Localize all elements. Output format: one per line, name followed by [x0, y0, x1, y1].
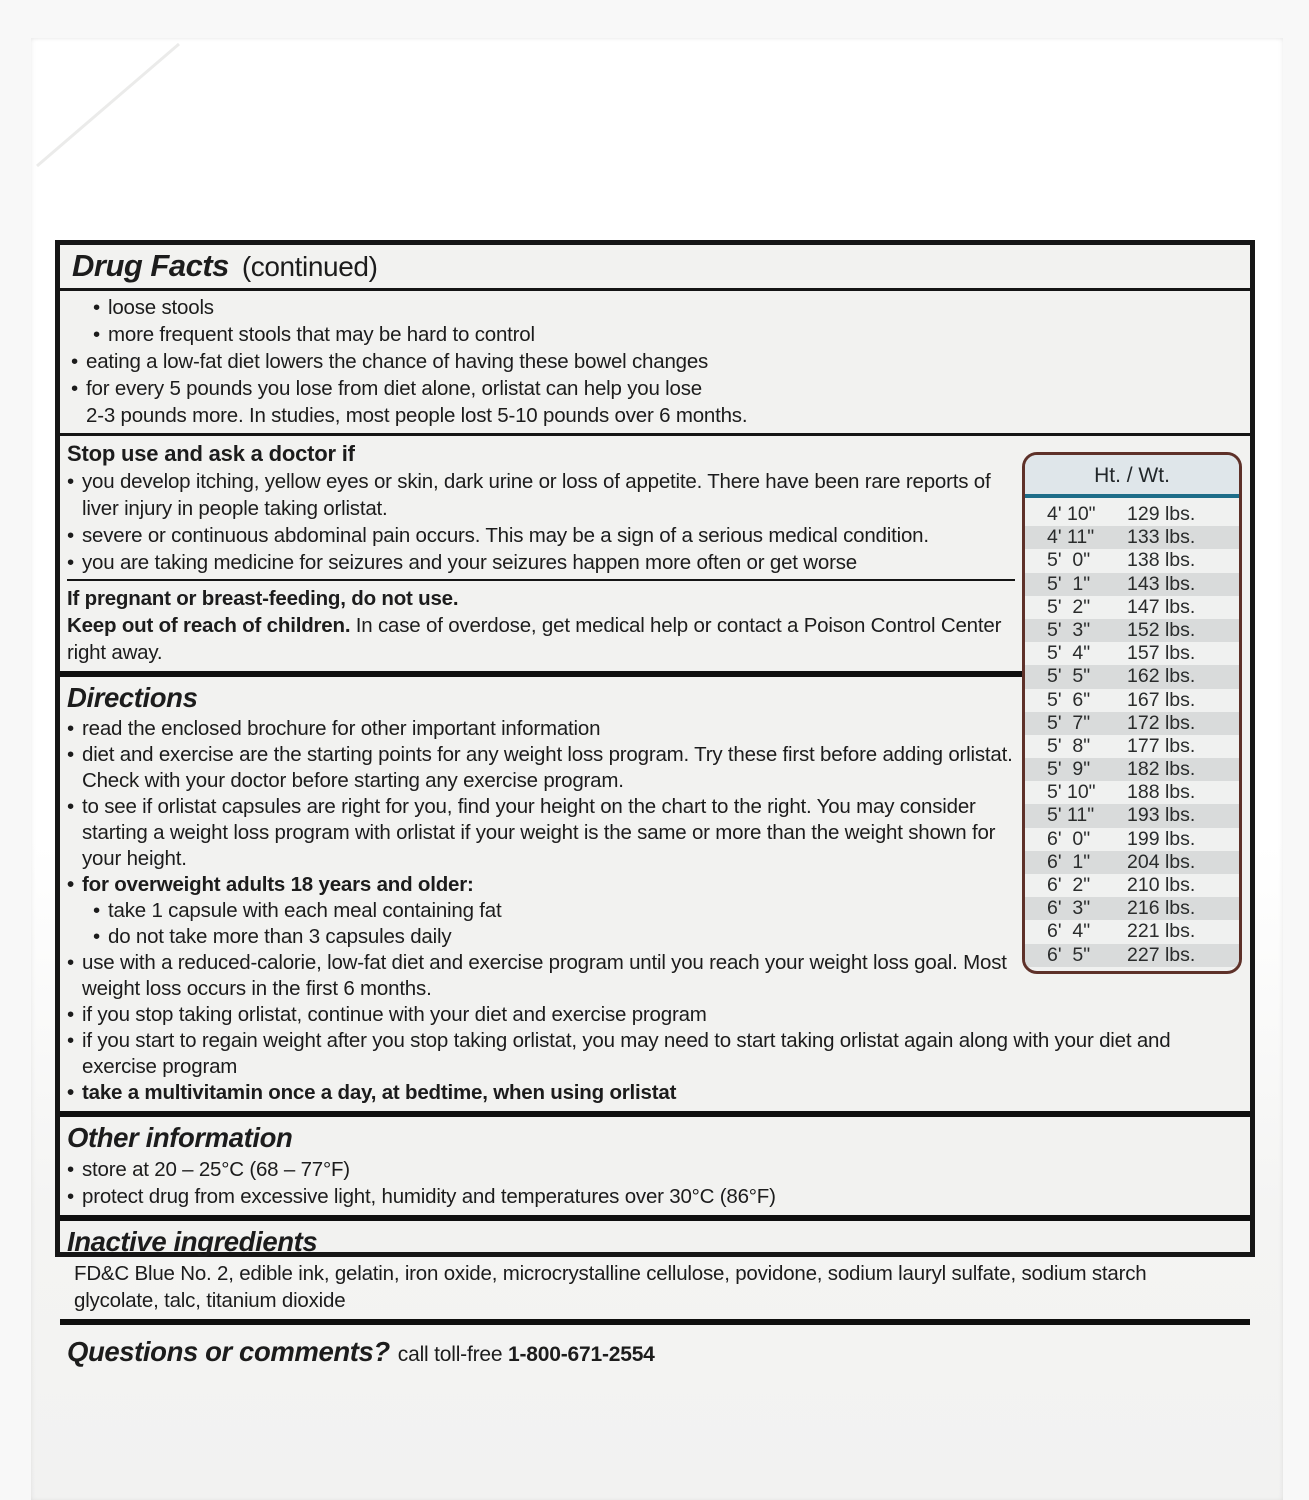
- bullet-item: [67, 1080, 1243, 1106]
- table-row: [1025, 549, 1239, 572]
- directions-heading: Directions: [67, 682, 198, 713]
- weight-cell: 216 lbs.: [1127, 897, 1196, 920]
- bullet-marker: •: [67, 551, 74, 574]
- paragraph: [67, 612, 1014, 666]
- height-cell: 5' 11": [1047, 804, 1095, 827]
- table-row: [1025, 573, 1239, 596]
- questions-phone-line: call toll-free 1-800-671-2554: [397, 1343, 655, 1366]
- weight-cell: 143 lbs.: [1127, 572, 1196, 595]
- weight-cell: 182 lbs.: [1127, 758, 1196, 781]
- bullet-marker: •: [67, 1029, 74, 1052]
- bullet-marker: •: [71, 377, 78, 400]
- weight-cell: 193 lbs.: [1127, 804, 1196, 827]
- bullet-text: use with a reduced-calorie, low-fat diet and exercise program until you reach your weight loss goal. Most weight loss occurs in the first 6 months.: [82, 951, 1007, 1000]
- bullet-text: protect drug from excessive light, humidity and temperatures over 30°C (86°F): [82, 1185, 776, 1208]
- weight-cell: 162 lbs.: [1127, 665, 1196, 688]
- bullet-item: [93, 321, 1243, 348]
- other-information-bullet-list: [67, 1156, 1243, 1210]
- bullet-item: [67, 549, 1014, 576]
- bullet-text: take a multivitamin once a day, at bedtime, when using orlistat: [82, 1081, 677, 1104]
- weight-cell: 152 lbs.: [1127, 618, 1196, 641]
- bullet-item: [67, 872, 1014, 898]
- bullet-item: [93, 924, 1014, 950]
- bullet-marker: •: [67, 795, 74, 818]
- table-row: [1025, 619, 1239, 642]
- weight-cell: 157 lbs.: [1127, 642, 1196, 665]
- height-weight-table-body: [1025, 498, 1239, 971]
- inactive-ingredients-section: [60, 1225, 1250, 1314]
- table-row: [1025, 851, 1239, 874]
- weight-cell: 177 lbs.: [1127, 734, 1196, 757]
- bullet-marker: •: [67, 1081, 74, 1104]
- table-row: [1025, 828, 1239, 851]
- height-cell: 5' 5": [1047, 665, 1091, 688]
- bullet-item: [67, 1183, 1243, 1210]
- bullet-marker: •: [67, 743, 74, 766]
- weight-cell: 167 lbs.: [1127, 688, 1196, 711]
- bullet-text: if you start to regain weight after you stop taking orlistat, you may need to start taking orlistat again along with your diet and exercise program: [82, 1029, 1171, 1078]
- bullet-marker: •: [67, 524, 74, 547]
- bullet-text: If pregnant or breast-feeding, do not use.: [67, 587, 459, 610]
- table-row: [1025, 758, 1239, 781]
- bullet-item: [67, 468, 1014, 522]
- inactive-ingredients-separator: [60, 1215, 1250, 1221]
- weight-cell: 210 lbs.: [1127, 874, 1196, 896]
- weight-cell: 133 lbs.: [1127, 526, 1196, 549]
- bullet-text: if you stop taking orlistat, continue with your diet and exercise program: [82, 1003, 707, 1026]
- bullet-marker: •: [67, 470, 74, 493]
- table-row: [1025, 920, 1239, 943]
- side-effects-bullet-list: [60, 294, 1250, 429]
- pregnancy-rule: [67, 579, 1015, 581]
- bullet-item: [67, 1002, 1243, 1028]
- table-row: [1025, 712, 1239, 735]
- height-weight-table: [1022, 452, 1242, 974]
- weight-cell: 227 lbs.: [1127, 943, 1196, 966]
- table-row: [1025, 897, 1239, 920]
- table-row: [1025, 665, 1239, 688]
- weight-cell: 138 lbs.: [1127, 549, 1196, 572]
- questions-section: [60, 1329, 1250, 1368]
- height-cell: 5' 6": [1047, 688, 1091, 711]
- bullet-text: read the enclosed brochure for other important information: [82, 717, 601, 740]
- table-row: [1025, 642, 1239, 665]
- bullet-item: [67, 1156, 1243, 1183]
- bullet-text: severe or continuous abdominal pain occurs. This may be a sign of a serious medical condition.: [82, 524, 929, 547]
- table-row: [1025, 689, 1239, 712]
- height-cell: 6' 3": [1047, 897, 1091, 920]
- height-cell: 6' 2": [1047, 874, 1091, 896]
- bullet-marker: •: [67, 1185, 74, 1208]
- bullet-text: to see if orlistat capsules are right for you, find your height on the chart to the right. You may consider starting a weight loss program with orlistat if your weight is the same or more than the weight shown for your height.: [82, 795, 996, 870]
- bullet-text: more frequent stools that may be hard to control: [108, 323, 535, 346]
- bullet-item: [71, 348, 1243, 375]
- stop-use-heading: Stop use and ask a doctor if: [67, 441, 355, 466]
- bullet-marker: •: [71, 350, 78, 373]
- bullet-marker: •: [67, 873, 74, 896]
- bullet-marker: •: [93, 323, 100, 346]
- height-cell: 4' 11": [1047, 526, 1095, 549]
- bullet-marker: •: [67, 717, 74, 740]
- bullet-text: you are taking medicine for seizures and your seizures happen more often or get worse: [82, 551, 857, 574]
- section-rule-stop-use: [60, 433, 1250, 436]
- bullet-item: [93, 294, 1243, 321]
- bullet-marker: •: [93, 899, 100, 922]
- height-cell: 5' 0": [1047, 549, 1091, 572]
- bullet-item: [67, 950, 1014, 1002]
- bullet-marker: •: [67, 1158, 74, 1181]
- bullet-item: [67, 1028, 1243, 1080]
- questions-heading: Questions or comments?: [67, 1336, 390, 1367]
- height-cell: 5' 7": [1047, 711, 1091, 734]
- directions-separator: [60, 671, 1022, 677]
- bullet-text: eating a low-fat diet lowers the chance of having these bowel changes: [86, 350, 709, 373]
- height-cell: 5' 10": [1047, 781, 1096, 804]
- package-crease-line: [31, 38, 231, 198]
- table-row: [1025, 735, 1239, 758]
- bullet-item: [67, 716, 1014, 742]
- bullet-text: take 1 capsule with each meal containing fat: [108, 899, 502, 922]
- drug-facts-continued: (continued): [241, 251, 378, 282]
- title-rule: [60, 288, 1250, 291]
- bullet-marker: •: [67, 1003, 74, 1026]
- inactive-ingredients-heading: Inactive ingredients: [67, 1226, 318, 1257]
- table-row: [1025, 526, 1239, 549]
- bullet-text: for every 5 pounds you lose from diet alone, orlistat can help you lose 2-3 pounds more. In studies, most people lost 5-10 pounds over 6 months.: [86, 377, 748, 427]
- drug-facts-panel: [55, 240, 1255, 1367]
- toll-free-number: 1-800-671-2554: [508, 1343, 655, 1366]
- questions-separator: [60, 1319, 1250, 1325]
- bullet-text: diet and exercise are the starting points for any weight loss program. Try these first before adding orlistat. Check with your doctor before starting any exercise program.: [82, 743, 1013, 792]
- bullet-marker: •: [93, 925, 100, 948]
- weight-cell: 188 lbs.: [1127, 781, 1196, 804]
- table-row: [1025, 874, 1239, 897]
- height-cell: 6' 0": [1047, 827, 1091, 850]
- table-row: [1025, 503, 1239, 526]
- weight-cell: 204 lbs.: [1127, 850, 1196, 873]
- bullet-item: [67, 742, 1014, 794]
- bullet-item: [67, 522, 1014, 549]
- height-cell: 5' 1": [1047, 572, 1091, 595]
- other-information-separator: [60, 1111, 1250, 1117]
- table-row: [1025, 596, 1239, 619]
- bullet-text: Keep out of reach of children. In case of overdose, get medical help or contact a Poison Control Center right away.: [67, 614, 1002, 664]
- bullet-marker: •: [93, 296, 100, 319]
- height-cell: 4' 10": [1047, 503, 1096, 525]
- table-row: [1025, 781, 1239, 804]
- height-cell: 6' 4": [1047, 920, 1091, 943]
- bullet-text: loose stools: [108, 296, 214, 319]
- height-cell: 6' 1": [1047, 850, 1091, 873]
- bullet-item: [93, 898, 1014, 924]
- weight-cell: 221 lbs.: [1127, 920, 1196, 943]
- bullet-text: store at 20 – 25°C (68 – 77°F): [82, 1158, 350, 1181]
- height-cell: 5' 2": [1047, 595, 1091, 618]
- bullet-item: [67, 794, 1014, 872]
- weight-cell: 129 lbs.: [1127, 503, 1196, 525]
- drug-facts-title: Drug Facts: [72, 248, 229, 283]
- drug-facts-header: [60, 245, 1250, 286]
- bullet-text: for overweight adults 18 years and older:: [82, 873, 474, 896]
- height-cell: 5' 9": [1047, 758, 1091, 781]
- weight-cell: 172 lbs.: [1127, 711, 1196, 734]
- height-cell: 5' 8": [1047, 734, 1091, 757]
- weight-cell: 147 lbs.: [1127, 595, 1196, 618]
- bullet-marker: •: [67, 951, 74, 974]
- height-weight-table-header: Ht. / Wt.: [1025, 455, 1239, 494]
- inactive-ingredients-text: FD&C Blue No. 2, edible ink, gelatin, iron oxide, microcrystalline cellulose, povidone, sodium lauryl sulfate, sodium starch glycolate, talc, titanium dioxide: [74, 1262, 1147, 1312]
- table-row: [1025, 944, 1239, 967]
- height-cell: 5' 3": [1047, 618, 1091, 641]
- bullet-text: you develop itching, yellow eyes or skin, dark urine or loss of appetite. There have been rare reports of liver injury in people taking orlistat.: [82, 470, 991, 520]
- paragraph: [67, 585, 1014, 612]
- other-information-heading: Other information: [67, 1122, 293, 1153]
- table-row: [1025, 804, 1239, 827]
- height-cell: 5' 4": [1047, 642, 1091, 665]
- height-cell: 6' 5": [1047, 943, 1091, 966]
- other-information-section: [60, 1121, 1250, 1210]
- weight-cell: 199 lbs.: [1127, 827, 1196, 850]
- bullet-text: do not take more than 3 capsules daily: [108, 925, 452, 948]
- bullet-item: [71, 375, 1243, 429]
